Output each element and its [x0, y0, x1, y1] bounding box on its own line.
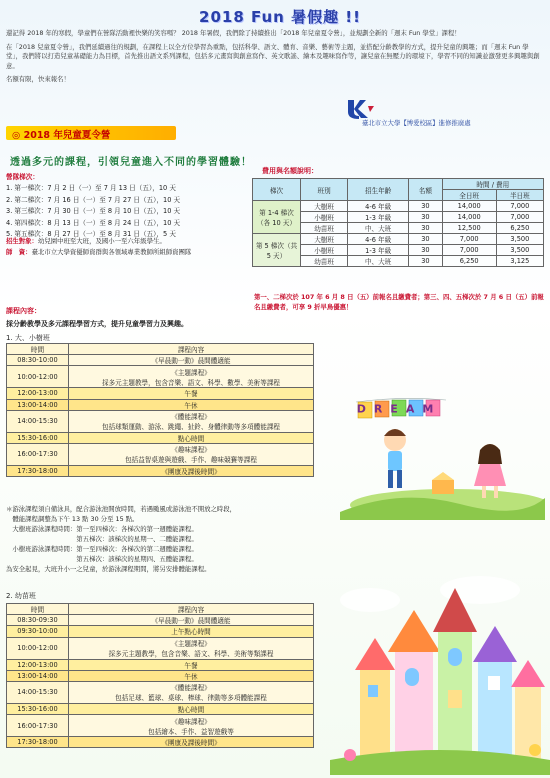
- schedule-header: 課程內容: [69, 344, 314, 355]
- fee-header: 班別: [301, 179, 348, 201]
- table-row: 15:30-16:00 點心時間: [7, 432, 314, 443]
- schedule-table-small: [6, 603, 314, 748]
- session-item: 5. 第五梯次：8 月 27 日（一）至 8 月 31 日（五），5 天: [6, 230, 176, 239]
- fee-title: 費用與名額說明：: [262, 167, 318, 175]
- teacher-note: 師 資：臺北市立大學資優師資群與各領域專業教師所組師資團隊: [6, 247, 192, 256]
- content-title: 課程內容：: [6, 307, 41, 315]
- fee-header: 招生年齡: [348, 179, 409, 201]
- subtitle: 透過多元的課程，引領兒童進入不同的學習體驗！: [10, 157, 252, 168]
- course-title: 《主題課程》: [171, 368, 211, 377]
- swim-note-line: 小樹班游泳課程時間：第一至四梯次：各梯次的第二週體能課程。: [6, 545, 198, 553]
- course-detail: 包括益智桌遊與遊戲、手作、趣味競賽等課程: [125, 456, 257, 465]
- org-name: 臺北市立大學【博愛校區】進修推廣處: [362, 119, 471, 127]
- table-row: 17:30-18:00 《團康及課後時間》: [7, 737, 314, 748]
- intro-paragraph-3: 名額有限，快來報名！: [6, 75, 70, 84]
- table-row: 第 5 梯次（共 5 天） 大樹班 4-6 年級 30 7,000 3,500: [253, 234, 544, 245]
- swim-note-line: ＊游泳課程須自備泳具，配合游泳池開放時間，若遇颱風或游泳池不開放之時段，: [6, 505, 237, 513]
- table-row: 16:00-17:30 《趣味課程》 包括益智桌遊與遊戲、手作、趣味競賽等課程: [7, 443, 314, 465]
- intro-paragraph-1: 還記得 2018 年的寒假，學童們在營隊活動裡快樂的笑容嗎？ 2018 年暑假，我們除了持續推出「2018 年兒童夏令營」，並規劃全新的「週末 Fun 學堂」課程！: [6, 29, 461, 37]
- table-row: 幼苗班 中、大班 30 12,500 6,250: [253, 223, 544, 234]
- session-item: 4. 第四梯次：8 月 13 日（一）至 8 月 24 日（五），10 天: [6, 218, 181, 227]
- table-row: 15:30-16:00 點心時間: [7, 703, 314, 714]
- course-title: 《體能課程》: [171, 684, 211, 693]
- dream-banner: [356, 396, 446, 426]
- table-row: 14:00-15:30 《體能課程》 包括足球、籃球、桌球、棒球、律動等多項體能課程: [7, 681, 314, 703]
- table-row: 第 1-4 梯次（各 10 天） 大樹班 4-6 年級 30 14,000 7,000: [253, 201, 544, 212]
- houses-illustration: [330, 560, 550, 775]
- fee-group: 第 1-4 梯次（各 10 天）: [253, 201, 301, 234]
- course-detail: 包括繪本、手作、益智遊戲等: [148, 727, 234, 736]
- table-row: 13:00-14:00 午休: [7, 670, 314, 681]
- table-row: 12:00-13:00 午餐: [7, 659, 314, 670]
- table-row: 幼苗班 中、大班 30 6,250 3,125: [253, 256, 544, 267]
- table-row: 16:00-17:30 《趣味課程》 包括繪本、手作、益智遊戲等: [7, 715, 314, 737]
- small-class-label: 2. 幼苗班: [6, 592, 36, 600]
- university-logo: [346, 98, 376, 120]
- course-title: 《趣味課程》: [171, 717, 211, 726]
- swim-note-line: 第五梯次：該梯次的星期四、五體能課程。: [6, 555, 198, 563]
- table-row: 10:00-12:00 《主題課程》 採多元主題教學，包含音樂、語文、科學、數學、美術等課程: [7, 366, 314, 388]
- session-item: 3. 第三梯次：7 月 30 日（一）至 8 月 10 日（五），10 天: [6, 207, 181, 216]
- fee-header: 時間 / 費用: [442, 179, 543, 190]
- swim-note-line: 為安全起見，大班升小一之兒童，於游泳課程期間，將另安排體能課程。: [6, 565, 211, 573]
- table-row: 14:00-15:30 《體能課程》 包括球類運動、游泳、跳繩、扯鈴、身體律動等多項體能課程: [7, 410, 314, 432]
- table-row: 12:00-13:00 午餐: [7, 388, 314, 399]
- fee-group: 第 5 梯次（共 5 天）: [253, 234, 301, 267]
- sessions-label: 營隊梯次：: [6, 173, 39, 181]
- age-note: 招生對象：幼兒園中班至大班，及國小一至六年級學生。: [6, 237, 166, 245]
- course-detail: 採多元主題教學，包含音樂、語文、科學、美術等類課程: [108, 650, 274, 659]
- schedule-header: 時間: [7, 604, 69, 615]
- table-row: 09:30-10:00 上午點心時間: [7, 626, 314, 637]
- course-title: 《主題課程》: [171, 640, 211, 649]
- fee-subheader: 全日班: [442, 190, 496, 201]
- schedule-header: 課程內容: [69, 604, 314, 615]
- swim-note-line: 體能課程調整為下午 13 點 30 分至 15 點。: [6, 515, 139, 523]
- early-bird-note: 第一、二梯次於 107 年 6 月 8 日（五）前報名且繳費者；第三、四、五梯次於 7 月 6 日（五）前報名且繳費者，可享 9 折早鳥優惠！: [254, 293, 544, 311]
- fee-subheader: 半日班: [496, 190, 543, 201]
- course-title: 《趣味課程》: [171, 446, 211, 455]
- fee-header: 梯次: [253, 179, 301, 201]
- big-class-label: 1. 大、小樹班: [6, 334, 50, 342]
- table-row: 小樹班 1-3 年級 30 14,000 7,000: [253, 212, 544, 223]
- course-title: 《體能課程》: [171, 413, 211, 422]
- table-row: 17:30-18:00 《團康及課後時間》: [7, 465, 314, 476]
- course-detail: 包括足球、籃球、桌球、棒球、律動等多項體能課程: [115, 694, 267, 703]
- schedule-table-big: [6, 343, 314, 477]
- intro-paragraph-2: 在「2018 兒童夏令營」，我們延續過往的規劃，在課程上以全方位學習為重點，包括科學、語文、體育、音樂、藝術等主題，並搭配分齡教學的方式，提升兒童的興趣；而「週末 Fun 學堂」，我們將以打造兒童基礎能力為目標，首先推出語文系列課程，包括多元畫寫與創意寫作、英文歌謠、繪本及趣味寫作等，讓兒童在無壓力的環境下，學習不同的知識並激發更多興趣與創意。: [6, 42, 540, 70]
- intro-text: [6, 29, 544, 89]
- session-item: 2. 第二梯次：7 月 16 日（一）至 7 月 27 日（五），10 天: [6, 195, 181, 204]
- session-item: 1. 第一梯次：7 月 2 日（一）至 7 月 13 日（五），10 天: [6, 184, 176, 193]
- course-detail: 包括球類運動、游泳、跳繩、扯鈴、身體律動等多項體能課程: [101, 423, 281, 432]
- dream-text: DREAM: [356, 402, 442, 416]
- table-row: 10:00-12:00 《主題課程》 採多元主題教學，包含音樂、語文、科學、美術等類課程: [7, 637, 314, 659]
- content-desc: 採分齡教學及多元課程學習方式，提升兒童學習力及興趣。: [6, 320, 188, 328]
- page-title: 2018 Fun 暑假趣 !!: [199, 8, 361, 26]
- schedule-header: 時間: [7, 344, 69, 355]
- table-row: 08:30-10:00 《早晨動一動》晨間體適能: [7, 355, 314, 366]
- swim-note-line: 大樹班游泳課程時間：第一至四梯次：各梯次的第一週體能課程。: [6, 525, 198, 533]
- fee-header: 名額: [409, 179, 443, 201]
- swim-notes: [6, 504, 326, 574]
- table-row: 小樹班 1-3 年級 30 7,000 3,500: [253, 245, 544, 256]
- fee-table: [252, 178, 544, 267]
- course-detail: 採多元主題教學，包含音樂、語文、科學、數學、美術等課程: [101, 378, 281, 387]
- sessions-list: [6, 172, 256, 240]
- section-banner: ◎ 2018 年兒童夏令營: [6, 126, 176, 140]
- table-row: 08:30-09:30 《早晨動一動》晨間體適能: [7, 615, 314, 626]
- notes: [6, 236, 266, 257]
- table-row: 13:00-14:00 午休: [7, 399, 314, 410]
- swim-note-line: 第五梯次：該梯次的星期一、二體能課程。: [6, 535, 198, 543]
